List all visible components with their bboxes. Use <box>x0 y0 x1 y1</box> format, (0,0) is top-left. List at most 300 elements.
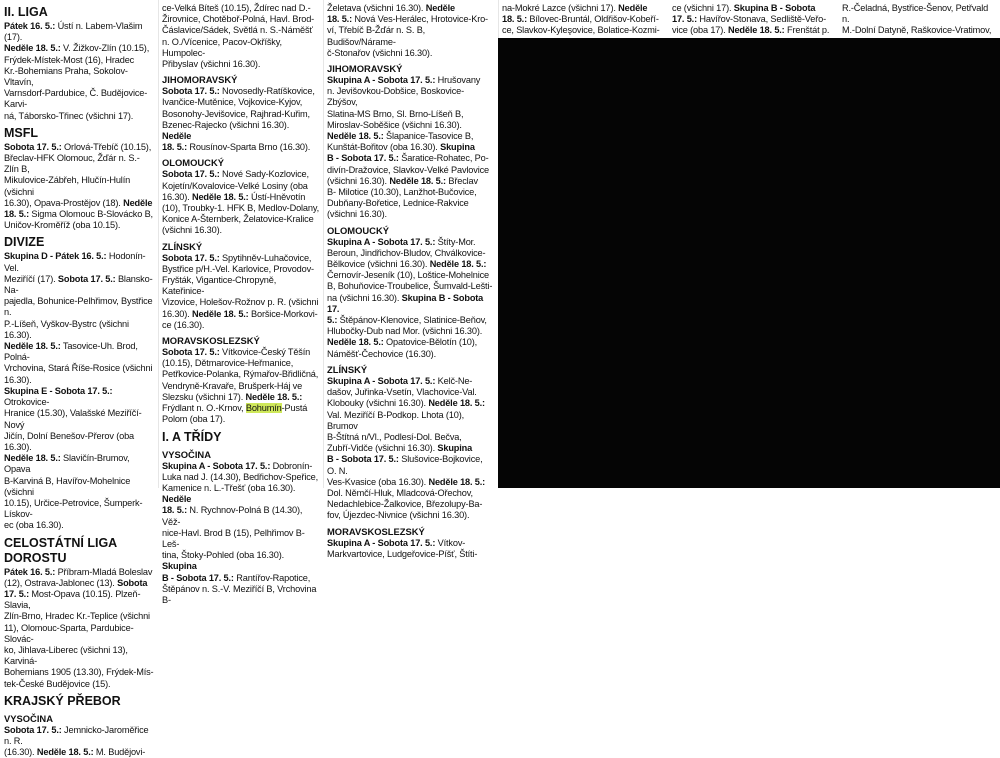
fixture-line <box>327 187 494 198</box>
fixture-text: Uničov-Kroměříž (oba 10.15). <box>4 220 121 231</box>
fixture-text: vice (oba 17). <box>672 25 728 36</box>
column-3 <box>323 0 498 559</box>
fixture-text: Miroslav-Soběšice (všichni 16.30). <box>327 119 462 130</box>
date-label: Skupina <box>437 443 473 454</box>
fixture-text: M.-Dolní Datyně, Raškovice-Vratimov, <box>842 25 992 36</box>
fixture-section <box>162 3 319 70</box>
fixture-text: Kelč-Ne- <box>435 375 473 386</box>
fixture-line <box>327 198 494 209</box>
fixture-line <box>327 142 494 153</box>
fixture-line <box>327 315 494 326</box>
fixture-line <box>502 3 664 14</box>
fixture-text: 16.30). <box>162 308 192 319</box>
fixture-line <box>4 55 154 66</box>
date-label: Neděle <box>425 3 455 13</box>
fixture-line <box>162 253 319 264</box>
fixture-line <box>327 86 494 108</box>
fixture-text: (12), Ostrava-Jablonec (13). <box>4 577 118 588</box>
fixture-text: Vendryně-Kravaře, Brušperk-Háj ve <box>162 380 303 391</box>
fixture-section <box>502 3 664 37</box>
fixture-line <box>672 25 834 36</box>
date-label: 18. 5.: <box>327 14 352 25</box>
date-label: Skupina D - Pátek 16. 5.: <box>4 251 107 262</box>
fixture-section <box>162 74 319 153</box>
fixture-text: Sigma Olomouc B-Slovácko B, <box>29 209 153 220</box>
fixture-line <box>327 349 494 360</box>
fixture-line <box>327 293 494 315</box>
fixture-text: ec (oba 16.30). <box>4 520 64 531</box>
fixture-line <box>4 319 154 341</box>
date-label: Sobota 17. 5.: <box>162 252 220 263</box>
fixture-text: -Pustá <box>281 403 308 414</box>
fixture-line <box>4 198 154 209</box>
fixture-line <box>162 414 319 425</box>
date-label: 5.: <box>327 315 338 326</box>
date-label: Skupina <box>440 142 475 153</box>
fixture-line <box>327 153 494 164</box>
fixture-text: n. Jevišovkou-Dobšice, Boskovice-Zbýšov, <box>327 86 465 108</box>
date-label: Sobota 17. 5.: <box>4 724 62 735</box>
date-label: Sobota 17. 5.: <box>4 141 62 152</box>
fixture-line <box>327 549 494 560</box>
fixture-text: (10.15), Dětmarovice-Heřmanice, <box>162 358 294 369</box>
date-label: Neděle 18. 5.: <box>429 259 487 270</box>
fixture-text: na-Mokré Lazce (všichni 17). <box>502 3 619 13</box>
date-label: Sobota 17. 5.: <box>162 347 220 358</box>
league-heading: I. A TŘÍDY <box>162 429 222 444</box>
fixture-text: Bosonohy-Jevišovice, Rajhrad-Kuřim, <box>162 108 310 119</box>
fixture-line <box>162 86 319 97</box>
region-heading: OLOMOUCKÝ <box>327 224 389 236</box>
fixture-line <box>162 3 319 14</box>
fixture-line <box>162 392 319 403</box>
date-label: Skupina A - Sobota 17. 5.: <box>327 537 436 548</box>
fixture-line <box>4 567 154 578</box>
fixture-text: na (všichni 16.30). <box>327 292 402 303</box>
date-label: Neděle 18. 5.: <box>428 398 485 409</box>
fixture-section <box>672 3 834 37</box>
fixture-text: 16.30). <box>162 191 192 202</box>
fixture-text: Klobouky (všichni 16.30). <box>327 398 429 409</box>
fixture-text: Kojetín/Kovalovice-Velké Losiny (oba <box>162 180 308 191</box>
region-heading: JIHOMORAVSKÝ <box>327 63 403 75</box>
fixture-text: Havířov-Stonava, Sedliště-Veřo- <box>697 14 826 25</box>
region-heading: MORAVSKOSLEZSKÝ <box>327 525 425 537</box>
fixture-text: Hodonín- Vel. <box>4 251 146 273</box>
date-label: Sobota 17. 5.: <box>57 273 116 284</box>
fixture-line <box>162 369 319 380</box>
fixture-line <box>4 589 154 611</box>
fixture-line <box>327 281 494 292</box>
fixture-line <box>4 296 154 318</box>
fixture-line <box>327 538 494 549</box>
fixture-line <box>162 181 319 192</box>
fixture-line <box>162 347 319 358</box>
fixture-text: Boršice-Morkovi- <box>248 308 318 319</box>
fixture-line <box>4 498 154 520</box>
date-label: Neděle <box>162 131 192 142</box>
fixture-section <box>4 713 154 758</box>
fixture-text: Štěpánov n. S.-V. Meziříčí B, Vrchovina B- <box>162 583 317 605</box>
region-heading: ZLÍNSKÝ <box>327 363 368 375</box>
fixture-text: ce (všichni 17). <box>672 3 734 13</box>
date-label: Neděle 18. 5.: <box>327 337 384 348</box>
date-label: Neděle <box>618 3 648 13</box>
fixture-text: Čáslavice/Sádek, Světlá n. S.-Náměšť <box>162 25 313 36</box>
date-label: Skupina <box>162 561 197 572</box>
fixture-line <box>162 584 319 606</box>
fixture-text: (všichni 16.30). <box>327 209 387 220</box>
fixture-text: Hlubočky-Dub nad Mor. (všichni 16.30). <box>327 326 483 337</box>
fixture-line <box>842 3 996 25</box>
fixture-text: Slušovice-Bojkovice, O. N. <box>327 454 483 476</box>
fixture-line <box>162 142 319 153</box>
fixture-text: Žirovnice, Chotěboř-Polná, Havl. Brod- <box>162 14 315 25</box>
fixture-text: pajedla, Bohunice-Pelhřimov, Bystřice n. <box>4 296 153 318</box>
fixture-section <box>327 225 494 360</box>
fixture-line <box>162 483 319 505</box>
fixture-line <box>4 209 154 220</box>
black-ad-block <box>498 38 1000 488</box>
fixture-line <box>162 403 319 414</box>
fixture-line <box>4 408 154 430</box>
fixture-line <box>4 251 154 273</box>
fixture-section <box>4 694 154 709</box>
fixture-text: Zlín-Brno, Hradec Kr.-Teplice (všichni <box>4 611 150 622</box>
date-label: Neděle 18. 5.: <box>4 43 61 54</box>
date-label: Neděle 18. 5.: <box>36 747 94 758</box>
fixture-text: Vrchovina, Stará Říše-Rosice (všichni <box>4 363 153 374</box>
fixture-text: ná, Táborsko-Třinec (všichni 17). <box>4 110 134 121</box>
fixture-text: V. Žižkov-Zlín (10.15), <box>60 43 150 54</box>
fixture-section <box>4 536 154 690</box>
fixture-text: ko, Jihlava-Liberec (všichni 13), Karviná- <box>4 644 128 667</box>
fixture-text: Mikulovice-Zábřeh, Hlučín-Hulín (všichni <box>4 175 131 197</box>
fixture-line <box>4 43 154 54</box>
fixture-line <box>162 358 319 369</box>
fixture-text: Vítkovice-Český Těšín <box>219 347 311 358</box>
date-label: Skupina B - Sobota <box>733 3 816 13</box>
fixture-line <box>162 169 319 180</box>
fixture-text: Meziříčí (17). <box>4 273 58 284</box>
fixture-text: tek-České Budějovice (15). <box>4 678 111 689</box>
date-label: Skupina A - Sobota 17. 5.: <box>162 460 271 471</box>
date-label: Neděle 18. 5.: <box>428 476 486 487</box>
fixture-text: N. Rychnov-Polná B (14.30), Věž- <box>162 505 303 527</box>
fixture-line <box>502 14 664 25</box>
fixture-text: Hrušovany <box>435 75 481 86</box>
fixture-text: B- Milotice (10.30), Lanžhot-Bučovice, <box>327 187 477 198</box>
fixture-text: Zubří-Vidče (všichni 16.30). <box>327 443 438 454</box>
date-label: B - Sobota 17. 5.: <box>327 454 399 465</box>
fixture-line <box>327 270 494 281</box>
fixture-line <box>327 376 494 387</box>
fixture-text: Dubňany-Bořetice, Lednice-Rakvice <box>327 198 469 209</box>
fixture-line <box>162 214 319 225</box>
league-heading: II. LIGA <box>4 5 48 19</box>
date-label: Neděle 18. 5.: <box>327 131 384 142</box>
fixture-text: Dobronín- <box>270 460 313 471</box>
fixture-text: Štíty-Mor. <box>435 236 476 247</box>
fixture-line <box>162 264 319 275</box>
fixture-text: B-Karviná B, Havířov-Mohelnice (všichni <box>4 475 131 497</box>
fixture-text: Beroun, Jindřichov-Bludov, Chválkovice- <box>327 247 486 258</box>
fixture-line <box>162 37 319 59</box>
fixture-section <box>162 449 319 607</box>
fixture-line <box>502 25 664 36</box>
fixture-text: Nové Sady-Kozlovice, <box>219 169 309 180</box>
fixture-line <box>327 131 494 142</box>
fixture-line <box>162 550 319 572</box>
fixture-text: nice-Havl. Brod B (15), Pelhřimov B-Leš- <box>162 527 305 549</box>
fixture-line <box>162 309 319 320</box>
date-label: 18. 5.: <box>502 14 527 25</box>
date-label: Neděle <box>123 197 153 208</box>
fixture-text: (16.30). <box>4 747 37 758</box>
fixture-line <box>327 237 494 248</box>
fixture-line <box>327 432 494 443</box>
fixture-line <box>327 3 494 14</box>
fixture-text: 10.15), Určice-Petrovice, Šumperk-Lískov- <box>4 497 143 520</box>
fixture-line <box>4 431 154 453</box>
fixture-text: Frenštát p. <box>784 25 830 36</box>
fixture-line <box>162 320 319 331</box>
fixture-text: Konice A-Šternberk, Želatovice-Kralice <box>162 214 314 225</box>
column-2 <box>158 0 323 605</box>
fixture-text: dašov, Juřinka-Vsetín, Vlachovice-Val. <box>327 387 477 398</box>
date-label: 17. 5.: <box>672 14 697 25</box>
date-label: Neděle 18. 5.: <box>4 341 61 352</box>
fixture-text: Vizovice, Holešov-Rožnov p. R. (všichni <box>162 297 319 308</box>
fixture-line <box>327 109 494 120</box>
fixture-line <box>4 645 154 667</box>
fixture-text: (10), Troubky-1. HFK B, Medlov-Dolany, <box>162 203 320 214</box>
date-label: 18. 5.: <box>162 142 187 153</box>
fixture-text: Jemnicko-Jaroměřice n. R. <box>4 724 149 746</box>
fixture-line <box>327 165 494 176</box>
date-label: Pátek 16. 5.: <box>4 21 56 31</box>
date-label: B - Sobota 17. 5.: <box>162 572 234 583</box>
fixture-text: Rousínov-Sparta Brno (16.30). <box>187 142 311 153</box>
column-divider <box>158 0 159 488</box>
fixture-text: Tasovice-Uh. Brod, Polná- <box>4 341 138 363</box>
fixture-line <box>4 88 154 110</box>
fixture-text: ce, Slavkov-Kyleşovice, Bolatice-Kozmi- <box>502 25 660 36</box>
fixture-section <box>4 126 154 232</box>
fixture-line <box>162 528 319 550</box>
date-label: Pátek 16. 5.: <box>4 566 56 577</box>
fixture-line <box>4 520 154 531</box>
fixture-text: Břeclav-HFK Olomouc, Žďár n. S.-Zlín B, <box>4 153 140 175</box>
date-label: Sobota 17. 5.: <box>162 169 220 180</box>
date-label: B - Sobota 17. 5.: <box>327 153 399 164</box>
fixture-line <box>4 111 154 122</box>
region-heading: MORAVSKOSLEZSKÝ <box>162 335 260 347</box>
league-heading: KRAJSKÝ PŘEBOR <box>4 693 121 708</box>
date-label: Neděle <box>162 494 192 505</box>
fixture-text: Bystřice p/H.-Vel. Karlovice, Provodov- <box>162 263 314 274</box>
fixture-line <box>4 453 154 475</box>
fixture-line <box>4 578 154 589</box>
date-label: Neděle 18. 5.: <box>245 391 303 402</box>
fixture-line <box>327 48 494 59</box>
fixture-line <box>162 192 319 203</box>
fixture-line <box>4 725 154 747</box>
date-label: 17. 5.: <box>4 588 29 599</box>
fixture-line <box>162 225 319 236</box>
fixture-text: B-Štítná n/Vl., Podlesí-Dol. Bečva, <box>327 431 462 442</box>
fixture-line <box>162 14 319 25</box>
date-label: Neděle 18. 5.: <box>389 175 446 186</box>
fixture-line <box>162 59 319 70</box>
fixture-text: Náměšť-Čechovice (16.30). <box>327 348 436 359</box>
fixture-section <box>162 241 319 331</box>
date-label: Neděle 18. 5.: <box>191 308 249 319</box>
fixture-line <box>4 220 154 231</box>
fixture-text: Ústí-Hněvotín <box>248 191 306 202</box>
fixture-text: P.-Líšeň, Vyškov-Bystrc (všichni 16.30). <box>4 318 129 340</box>
fixture-text: ce-Velká Bíteš (10.15), Ždírec nad D.- <box>162 3 311 13</box>
fixture-line <box>162 505 319 527</box>
fixture-line <box>162 472 319 483</box>
fixture-text: Hranice (15.30), Valašské Meziříčí-Nový <box>4 408 142 430</box>
fixture-text: Šaratice-Rohatec, Po- <box>398 153 489 164</box>
fixture-line <box>327 499 494 510</box>
region-heading: ZLÍNSKÝ <box>162 240 203 252</box>
fixture-line <box>4 175 154 197</box>
column-1 <box>0 0 158 758</box>
fixture-text: Ústí n. Labem-Vlašim (17). <box>4 21 143 43</box>
fixture-line <box>4 66 154 88</box>
fixture-text: Šlapanice-Tasovice B, <box>383 131 474 142</box>
column-divider <box>323 0 324 488</box>
fixture-text: M. Budějovi- <box>93 747 146 758</box>
highlighted-team: Bohumín <box>245 403 282 414</box>
fixture-text: Bílovec-Bruntál, Oldřišov-Kobeří- <box>527 14 659 25</box>
fixture-line <box>4 153 154 175</box>
fixture-text: Orlová-Třebíč (10.15), <box>61 141 152 152</box>
fixture-line <box>327 248 494 259</box>
fixture-section <box>327 3 494 59</box>
fixture-text: Slezsku (všichni 17). <box>162 391 246 402</box>
fixture-text: Rantířov-Rapotice, <box>233 572 311 583</box>
date-label: Sobota <box>117 577 148 588</box>
fixture-text: 16.30). <box>4 374 32 385</box>
region-heading: VYSOČINA <box>162 448 211 460</box>
fixture-text: Nová Ves-Herálec, Hrotovice-Kro- <box>352 14 488 25</box>
fixture-text: Příbram-Mladá Boleslav <box>55 566 153 577</box>
fixture-line <box>4 341 154 363</box>
fixture-text: Bohemians 1905 (13.30), Frýdek-Mís- <box>4 667 154 678</box>
date-label: Neděle 18. 5.: <box>727 25 785 36</box>
fixture-section <box>162 430 319 445</box>
fixture-line <box>672 3 834 14</box>
fixture-line <box>4 611 154 622</box>
fixture-section <box>327 526 494 560</box>
fixture-section <box>162 157 319 236</box>
fixture-text: Kr.-Bohemians Praha, Sokolov-Vltavín, <box>4 65 128 88</box>
fixture-text: Slavičín-Brumov, Opava <box>4 453 130 475</box>
date-label: Skupina B - Sobota 17. <box>327 292 484 314</box>
fixture-text: ví, Třebíč B-Žďár n. S. B, Budišov/Nárame- <box>327 25 426 47</box>
fixture-line <box>162 275 319 297</box>
fixture-text: Slatina-MS Brno, Sl. Brno-Líšeň B, <box>327 108 464 119</box>
fixture-line <box>327 259 494 270</box>
fixture-text: Most-Opava (10.15). Plzeň-Slavia, <box>4 588 141 611</box>
fixture-line <box>162 120 319 142</box>
fixture-line <box>327 176 494 187</box>
fixture-text: Ivančice-Mutěnice, Vojkovice-Kyjov, <box>162 97 303 108</box>
date-label: 18. 5.: <box>162 505 187 516</box>
fixture-section <box>4 235 154 531</box>
fixture-text: Kunštát-Bořitov (oba 16.30). <box>327 142 441 153</box>
fixture-line <box>327 510 494 521</box>
fixture-text: Dol. Němčí-Hluk, Mladcová-Ořechov, <box>327 487 473 498</box>
date-label: Neděle 18. 5.: <box>4 453 61 464</box>
date-label: Skupina A - Sobota 17. 5.: <box>327 75 436 86</box>
fixture-line <box>327 488 494 499</box>
fixture-text: Přibyslav (všichni 16.30). <box>162 59 261 70</box>
date-label: Skupina A - Sobota 17. 5.: <box>327 236 436 247</box>
fixture-line <box>4 386 154 408</box>
fixture-line <box>327 410 494 432</box>
fixture-line <box>162 203 319 214</box>
fixture-line <box>327 14 494 25</box>
fixture-text: 16.30), Opava-Prostějov (18). <box>4 197 124 208</box>
fixture-text: B, Bohuňovice-Troubelice, Šumvald-Lešti- <box>327 281 493 292</box>
fixture-text: (všichni 16.30). <box>327 175 390 186</box>
region-heading: VYSOČINA <box>4 712 53 724</box>
fixture-text: divín-Dražovice, Slavkov-Velké Pavlovice <box>327 164 489 175</box>
date-label: Skupina A - Sobota 17. 5.: <box>327 375 436 386</box>
fixture-text: Ves-Kvasice (oba 16.30). <box>327 476 429 487</box>
fixture-text: n. O./Vícenice, Pacov-Okříšky, Humpolec- <box>162 36 282 58</box>
fixture-line <box>327 477 494 488</box>
fixture-line <box>4 747 154 758</box>
region-heading: JIHOMORAVSKÝ <box>162 74 238 86</box>
fixture-text: Jičín, Dolní Benešov-Přerov (oba 16.30). <box>4 430 135 452</box>
fixture-line <box>162 25 319 36</box>
fixture-line <box>162 109 319 120</box>
fixture-section <box>162 335 319 425</box>
fixture-line <box>327 120 494 131</box>
fixture-line <box>4 142 154 153</box>
fixture-text: Blansko-Na- <box>4 273 153 296</box>
fixture-text: Bzenec-Rajecko (všichni 16.30). <box>162 119 290 130</box>
fixture-text: (všichni 16.30). <box>162 225 222 236</box>
fixture-section <box>4 5 154 122</box>
fixture-line <box>327 387 494 398</box>
fixture-line <box>327 25 494 47</box>
fixture-text: fov, Újezdec-Nivnice (všichni 16.30). <box>327 510 470 521</box>
fixture-text: R.-Čeladná, Bystřice-Šenov, Petřvald n. <box>842 3 989 25</box>
fixture-text: tina, Štoky-Pohled (oba 16.30). <box>162 550 285 561</box>
fixture-text: Petřkovice-Polanka, Rýmařov-Břidličná, <box>162 369 319 380</box>
fixture-line <box>162 573 319 584</box>
fixture-text: Varnsdorf-Pardubice, Č. Budějovice-Karvi- <box>4 88 148 110</box>
fixture-section <box>327 63 494 221</box>
fixture-text: ce (16.30). <box>162 319 205 330</box>
fixture-text: Frýdlant n. O.-Krnov, <box>162 403 246 414</box>
fixture-text: Nedachlebice-Žalkovice, Březolupy-Ba- <box>327 499 483 510</box>
fixture-line <box>327 326 494 337</box>
fixture-line <box>4 21 154 43</box>
fixture-text: č-Stonařov (všichni 16.30). <box>327 47 433 58</box>
fixture-text: Želetava (všichni 16.30). <box>327 3 426 13</box>
fixture-line <box>4 363 154 374</box>
fixture-section <box>327 364 494 522</box>
fixture-line <box>327 209 494 220</box>
